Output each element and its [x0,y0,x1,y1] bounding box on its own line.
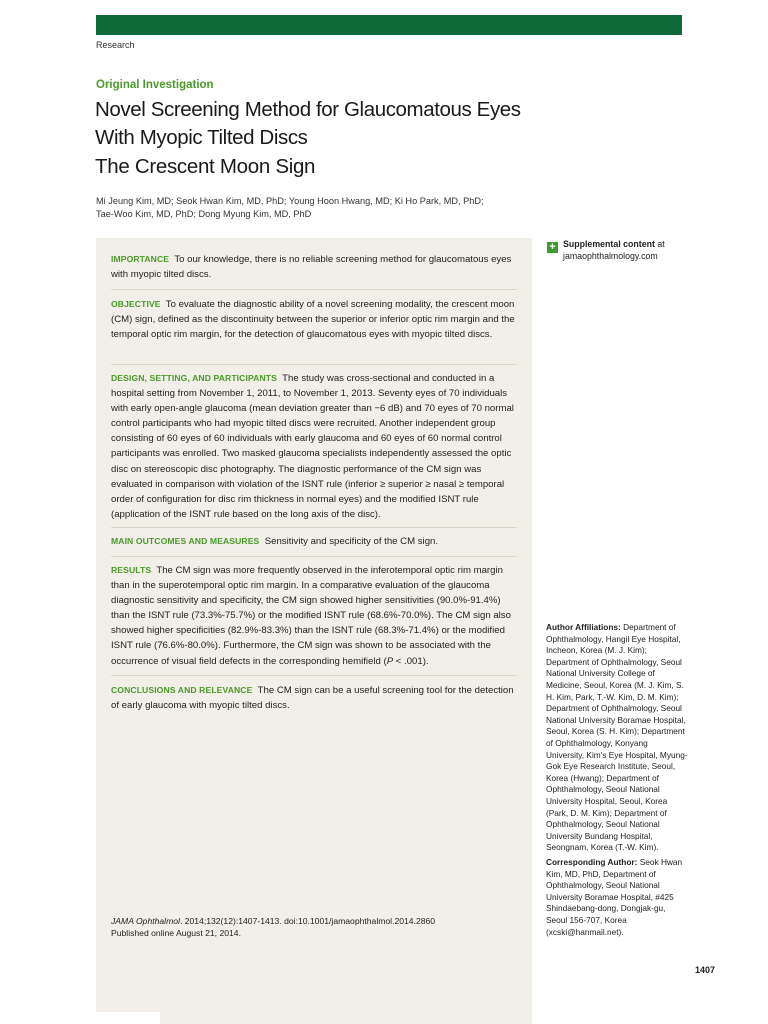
citation-journal: JAMA Ophthalmol [111,916,180,926]
journal-banner [96,15,682,35]
authors-line-1: Mi Jeung Kim, MD; Seok Hwan Kim, MD, PhD; Young Hoon Hwang, MD; Ki Ho Park, MD, PhD; [96,196,484,206]
abstract-importance [111,252,517,282]
outcomes-heading: MAIN OUTCOMES AND MEASURES [111,536,260,546]
design-text: The study was cross-sectional and conducted in a hospital setting from November 1, 2011, to November 1, 2013. Seventy eyes of 70 individuals with early open-angle glaucoma (mean deviation greater than −6 dB) and 70 eyes of 70 normal control participants who had myopic tilted discs were recruited. Another independent group consisting of 60 eyes of 60 individuals with early glaucoma and 60 eyes of 60 normal control participants was enrolled. Two masked glaucoma specialists independently assessed the optic disc on stereoscopic disc photography. The diagnostic performance of the CM sign was evaluated in comparison with violation of the ISNT rule (inferior ≥ superior ≥ nasal ≥ temporal order of configuration for disc rim thickness in normal eyes) and the modified ISNT rule (application of the ISNT rule based on the long axis of the disc). [111,373,514,520]
results-text: The CM sign was more frequently observed in the inferotemporal optic rim margin than in the superotemporal optic rim margin. In a comparative evaluation of the glaucoma diagnostic sensitivity and specificity, the CM sign showed higher sensitivities (90.0%-91.4%) than the ISNT rule (73.3%-75.7%) or the modified ISNT rule (68.6%-70.0%). The CM sign also showed higher specificities (82.9%-83.3%) than the ISNT rule (68.3%-71.4%) or the modified ISNT rule (76.6%-80.0%). Furthermore, the CM sign was shown to be associated with the occurrence of visual field defects in the corresponding hemifield ( [111,565,511,667]
title-line-2: With Myopic Tilted Discs [95,126,308,149]
abstract-design [111,371,517,522]
footer-tab [96,1012,160,1024]
article-type: Original Investigation [96,79,214,91]
page-number: 1407 [695,965,716,975]
results-p-symbol: P [386,655,394,667]
affiliations-text: Department of Ophthalmology, Hangil Eye Hospital, Incheon, Korea (M. J. Kim); Department of Ophthalmology, Seoul National University College of Medicine, Seoul, Korea (M. J. Kim, S. H. Kim, Park, T.-W. Kim, D. M. Kim); Department of Ophthalmology, Seoul National University Boramae Hospital, Seoul, Korea (S. H. Kim); Department of Ophthalmology, Konyang University, Kim's Eye Hospital, Myung-Gok Eye Research Institute, Seoul, Korea (Hwang); Department of Ophthalmology, Seoul National University Hospital, Seoul, Korea (Park, D. M. Kim); Department of Ophthalmology, Seoul National University Bundang Hospital, Seongnam, Korea (T.-W. Kim). [546,622,688,853]
conclusions-heading: CONCLUSIONS AND RELEVANCE [111,685,253,695]
objective-heading: OBJECTIVE [111,299,161,309]
authors-line-2: Tae-Woo Kim, MD, PhD; Dong Myung Kim, MD, PhD [96,208,312,219]
importance-heading: IMPORTANCE [111,254,170,264]
abstract-divider [111,675,517,676]
plus-icon[interactable]: + [547,242,558,253]
article-title [95,96,615,152]
abstract-outcomes [111,534,517,549]
corresponding-author [546,857,688,938]
citation-ref: . 2014;132(12):1407-1413. doi:10.1001/jamaophthalmol.2014.2860 [179,916,436,926]
author-affiliations [546,622,688,854]
results-heading: RESULTS [111,565,152,575]
supplemental-label: Supplemental content [563,239,655,249]
supplemental-at: at [654,239,665,249]
abstract-divider [111,364,517,365]
objective-text: To evaluate the diagnostic ability of a novel screening modality, the crescent moon (CM) sign, defined as the discontinuity between the superior or inferior optic rim margin and the temporal optic rim margin, for the detection of glaucomatous eyes with myopic tilted discs. [111,299,515,341]
abstract-results [111,563,517,669]
supplemental-url[interactable]: jamaophthalmology.com [563,251,658,261]
section-label: Research [96,40,135,50]
citation [111,915,511,939]
corresponding-text: Seok Hwan Kim, MD, PhD, Department of Ophthalmology, Seoul National University Boramae Hospital, #425 Shindaebang-dong, Dongjak-gu, Seoul 156-707, Korea (xcski@hanmail.net). [546,857,683,937]
design-heading: DESIGN, SETTING, AND PARTICIPANTS [111,373,277,383]
author-list [96,195,516,220]
outcomes-text: Sensitivity and specificity of the CM sign. [264,536,439,547]
abstract-objective [111,297,517,342]
supplemental-content-link[interactable] [563,238,713,262]
results-tail: < .001). [393,655,429,667]
abstract-divider [111,527,517,528]
importance-text: To our knowledge, there is no reliable screening method for glaucomatous eyes with myopic tilted discs. [111,254,512,281]
corresponding-heading: Corresponding Author: [546,857,638,867]
citation-published: Published online August 21, 2014. [111,928,241,938]
abstract-conclusions [111,683,517,713]
abstract-divider [111,556,517,557]
title-line-1: Novel Screening Method for Glaucomatous Eyes [95,98,521,121]
abstract-divider [111,289,517,290]
affiliations-heading: Author Affiliations: [546,622,621,632]
conclusions-text: The CM sign can be a useful screening tool for the detection of early glaucoma with myopic tilted discs. [111,685,514,712]
article-subtitle: The Crescent Moon Sign [95,155,316,178]
